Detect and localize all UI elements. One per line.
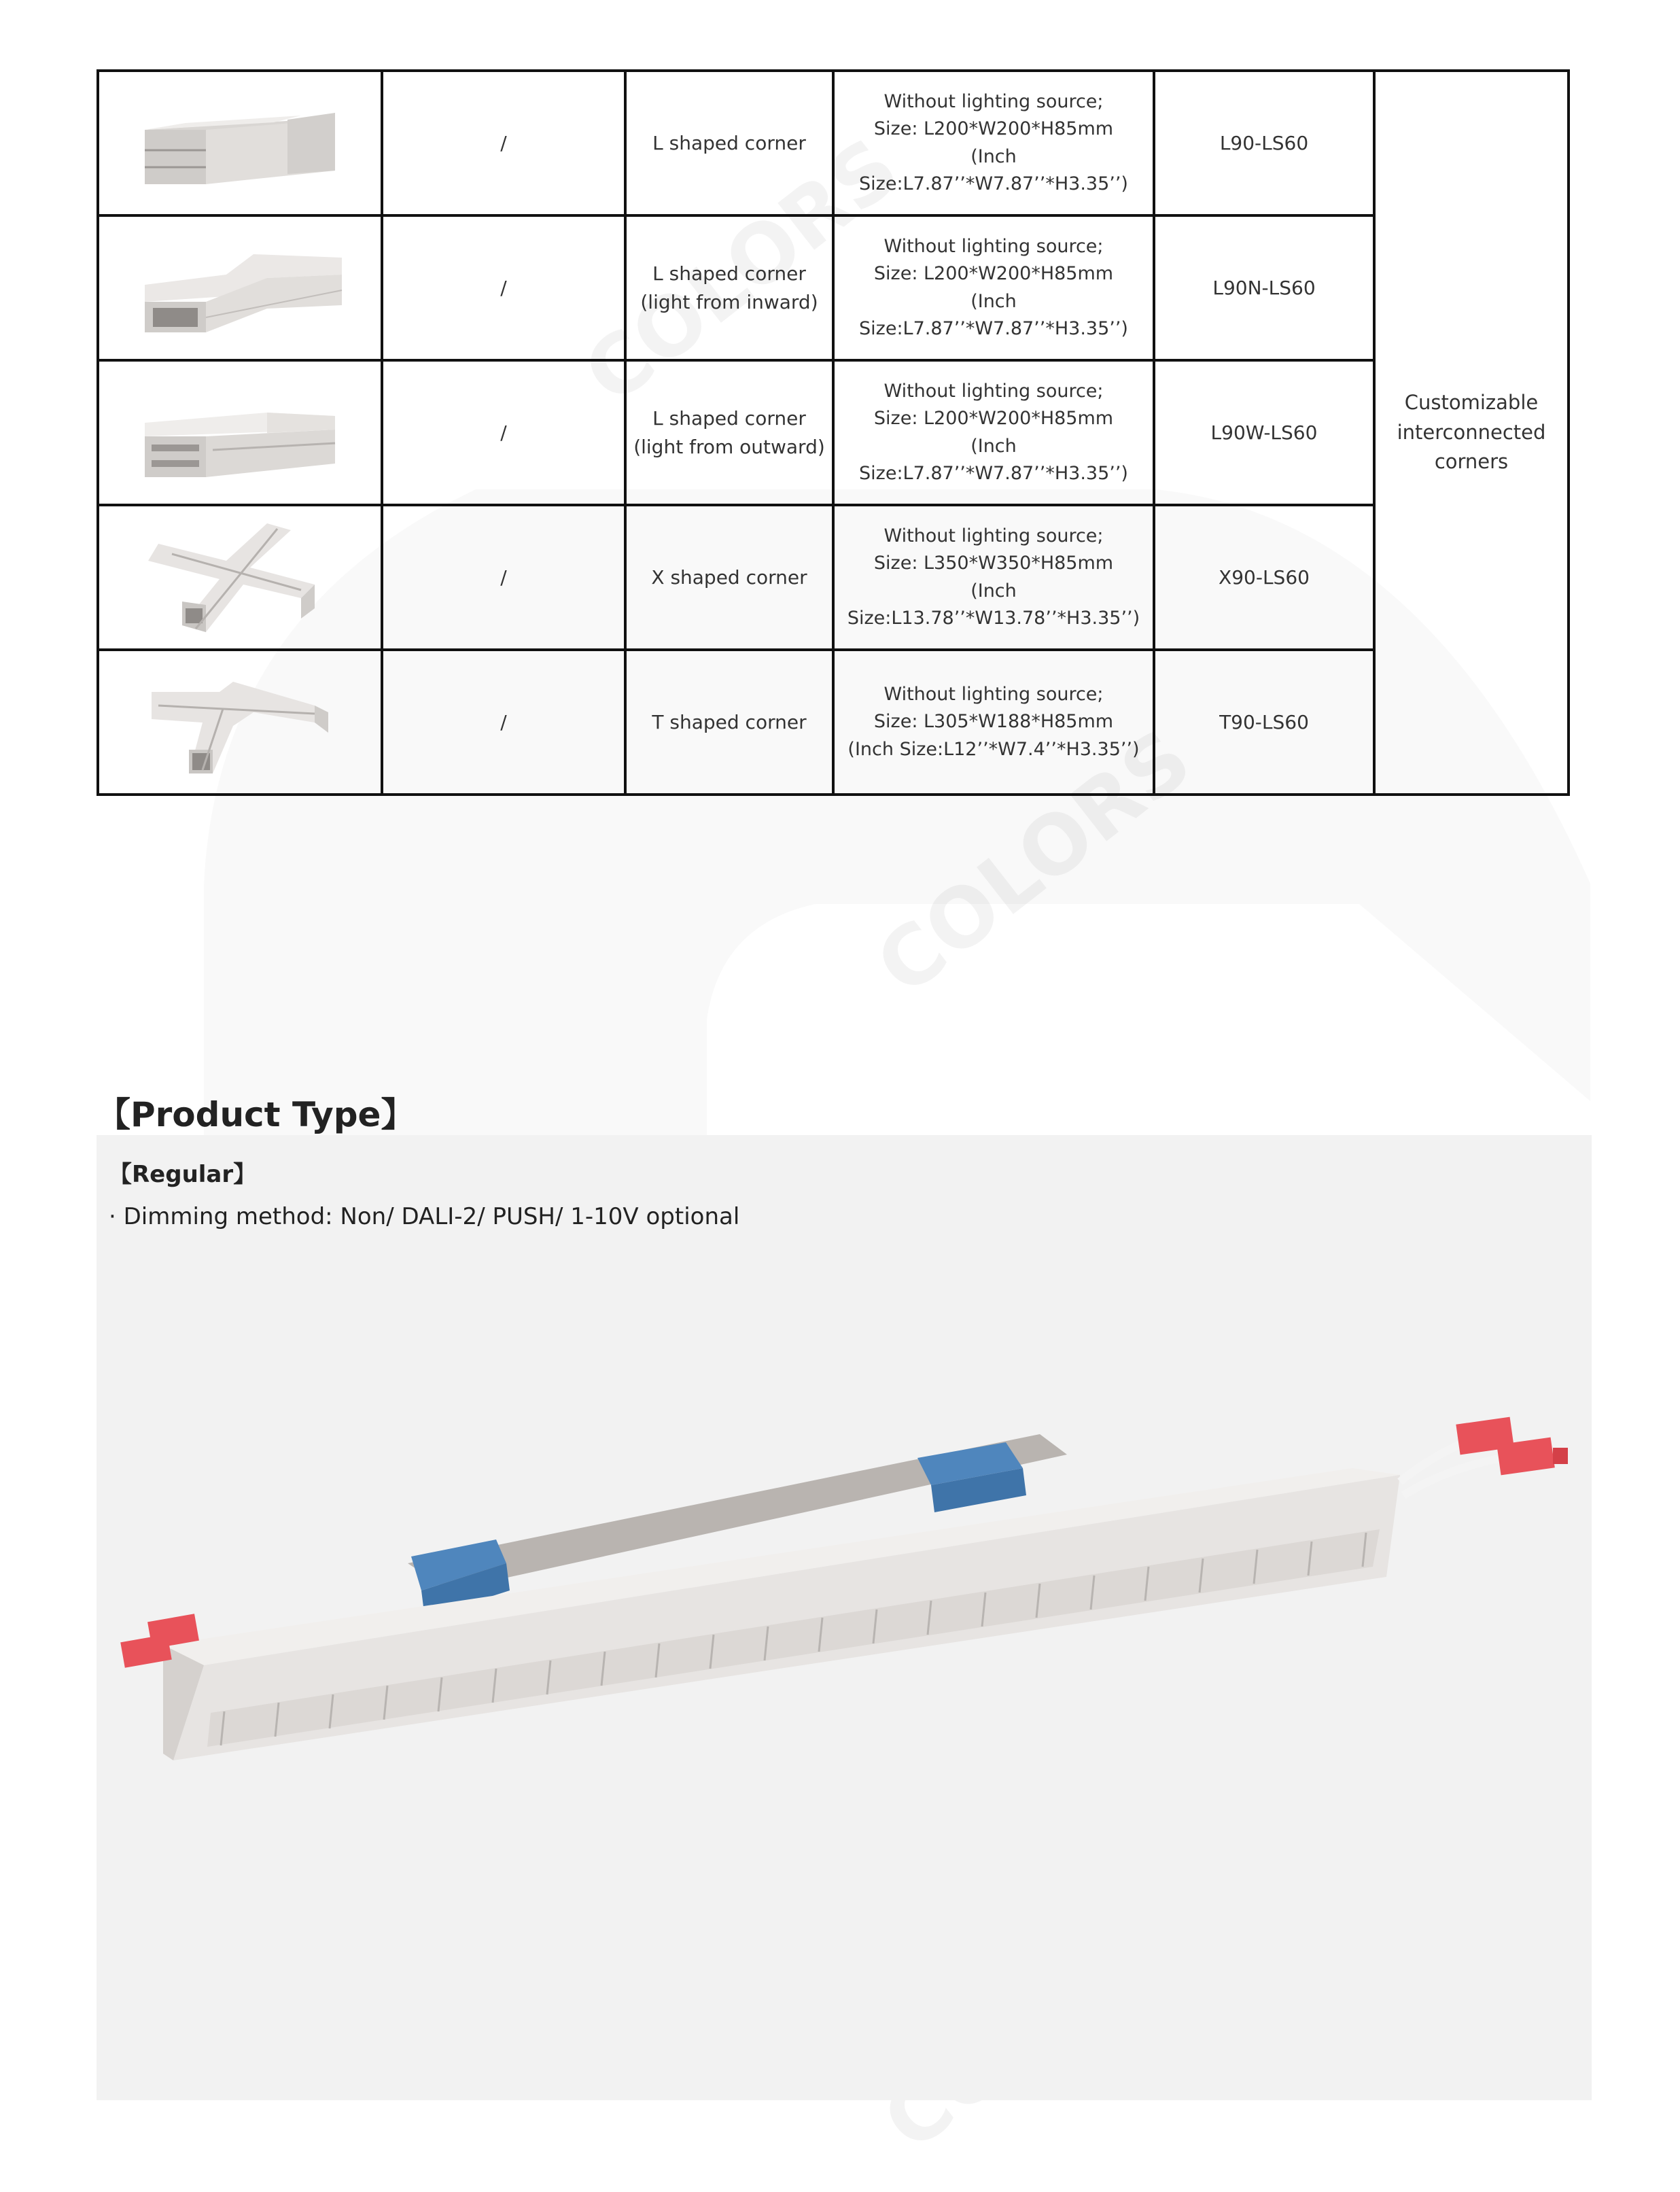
product-code: L90W-LS60 <box>1210 421 1318 444</box>
corner-name-cell <box>625 360 833 505</box>
t-shaped-corner-icon <box>131 665 349 780</box>
table-row <box>98 360 1569 505</box>
size-line: Without lighting source; <box>883 90 1104 112</box>
product-code-cell <box>1154 650 1374 795</box>
size-line: Without lighting source; <box>883 380 1104 402</box>
corner-name-cell <box>625 71 833 215</box>
size-line: Without lighting source; <box>883 525 1104 546</box>
size-line: Size: L200*W200*H85mm <box>873 118 1114 139</box>
corner-image-cell <box>98 71 382 215</box>
size-line: (Inch Size:L12’’*W7.4’’*H3.35’’) <box>847 738 1140 760</box>
product-code-cell <box>1154 505 1374 650</box>
slash-text: / <box>500 710 507 733</box>
product-code: X90-LS60 <box>1219 566 1310 589</box>
corner-image-cell <box>98 360 382 505</box>
table-row <box>98 71 1569 215</box>
size-line: (Inch Size:L7.87’’*W7.87’’*H3.35’’) <box>859 435 1128 484</box>
product-code: T90-LS60 <box>1219 710 1309 733</box>
l-shaped-outward-corner-icon <box>131 382 349 484</box>
corner-size-cell <box>833 360 1154 505</box>
product-code-cell <box>1154 360 1374 505</box>
table-row <box>98 215 1569 360</box>
size-line: Size: L350*W350*H85mm <box>873 553 1114 574</box>
corner-name: L shaped corner <box>652 262 806 285</box>
note-line: interconnected <box>1397 420 1546 444</box>
size-line: (Inch Size:L7.87’’*W7.87’’*H3.35’’) <box>859 145 1128 194</box>
corner-name-note: (light from inward) <box>640 290 818 313</box>
product-code: L90-LS60 <box>1219 131 1309 154</box>
slash-text: / <box>500 131 507 154</box>
slash-cell <box>382 215 625 360</box>
table-row <box>98 505 1569 650</box>
table-row <box>98 650 1569 795</box>
slash-text: / <box>500 276 507 299</box>
size-line: Without lighting source; <box>883 683 1104 705</box>
slash-cell <box>382 71 625 215</box>
corner-name: X shaped corner <box>651 566 807 589</box>
size-line: Size: L200*W200*H85mm <box>873 263 1114 284</box>
corner-name-cell <box>625 505 833 650</box>
x-shaped-corner-icon <box>131 517 349 639</box>
corner-size-cell <box>833 215 1154 360</box>
slash-cell <box>382 505 625 650</box>
corner-spec-table <box>97 69 1570 796</box>
corner-size-cell <box>833 71 1154 215</box>
size-line: Size: L305*W188*H85mm <box>873 711 1114 733</box>
corner-image-cell <box>98 650 382 795</box>
slash-text: / <box>500 421 507 444</box>
note-cell <box>1374 71 1569 795</box>
corner-name-cell <box>625 215 833 360</box>
dimming-method-text: · Dimming method: Non/ DALI-2/ PUSH/ 1-10V optional <box>109 1203 740 1230</box>
corner-name-note: (light from outward) <box>633 435 825 458</box>
product-code-cell <box>1154 71 1374 215</box>
product-subtitle: 【Regular】 <box>109 1161 257 1188</box>
corner-image-cell <box>98 215 382 360</box>
slash-cell <box>382 650 625 795</box>
slash-text: / <box>500 566 507 589</box>
corner-name-cell <box>625 650 833 795</box>
l-shaped-corner-icon <box>131 92 349 194</box>
corner-name: L shaped corner <box>652 131 806 154</box>
size-line: (Inch Size:L13.78’’*W13.78’’*H3.35’’) <box>847 580 1140 629</box>
corner-name: T shaped corner <box>652 710 807 733</box>
corner-image-cell <box>98 505 382 650</box>
l-shaped-inward-corner-icon <box>131 237 349 339</box>
note-line: corners <box>1434 450 1509 474</box>
product-code-cell <box>1154 215 1374 360</box>
size-line: Size: L200*W200*H85mm <box>873 408 1114 429</box>
product-code: L90N-LS60 <box>1212 276 1316 299</box>
corner-size-cell <box>833 650 1154 795</box>
note-line: Customizable <box>1404 391 1539 415</box>
linear-light-fixture-icon <box>109 1393 1577 1774</box>
corner-size-cell <box>833 505 1154 650</box>
section-title: 【Product Type】 <box>97 1095 415 1134</box>
size-line: Without lighting source; <box>883 235 1104 257</box>
slash-cell <box>382 360 625 505</box>
corner-name: L shaped corner <box>652 406 806 430</box>
size-line: (Inch Size:L7.87’’*W7.87’’*H3.35’’) <box>859 290 1128 339</box>
